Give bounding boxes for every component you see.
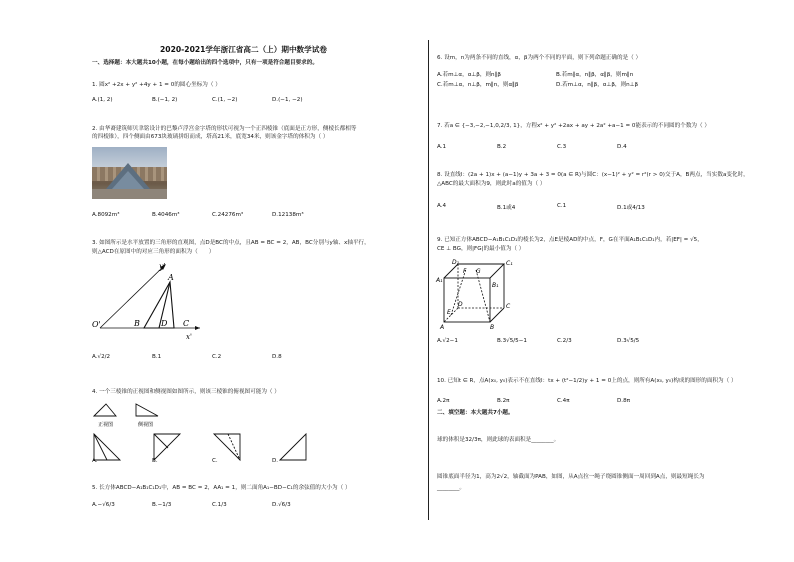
label-d: D bbox=[458, 301, 463, 308]
label-d: D bbox=[161, 319, 168, 328]
question-10-stem: 10. 已知t ∈ R，点A(x₀, y₀)表示不在直线l：tx + (t²−1/2)y + 1 = 0上的点，则所有A(x₀, y₀)构成的图形的面积为（ ） bbox=[437, 378, 737, 384]
choice-d-shape bbox=[280, 434, 306, 460]
question-5-stem: 5. 长方体ABCD−A₁B₁C₁D₁中，AB = BC = 2，AA₁ = 1，则二面角A₁−BD−C₁的余弦值的大小为（ ） bbox=[92, 485, 351, 491]
choice-a-shape bbox=[94, 434, 120, 460]
question-2-option-a: A.8092m³ bbox=[92, 212, 120, 218]
question-5-option-d: D.√6/3 bbox=[272, 502, 291, 508]
front-view-triangle bbox=[94, 404, 116, 416]
question-9-stem: 9. 已知正方体ABCD−A₁B₁C₁D₁的棱长为2，点E是棱AD的中点，F，G在平面A₁B₁C₁D₁内，若|EF| = √5， bbox=[437, 237, 703, 243]
question-1-option-b: B.(−1, 2) bbox=[152, 97, 178, 103]
question-9-option-d: D.3√5/5 bbox=[617, 338, 640, 344]
question-10-option-d: D.8π bbox=[617, 398, 631, 404]
question-7-option-a: A.1 bbox=[437, 144, 447, 150]
cube-front-face bbox=[444, 278, 490, 322]
question-6-option-c: C.若m⊥α，n⊥β，m∥n，则α∥β bbox=[437, 82, 519, 88]
column-divider bbox=[428, 40, 429, 520]
question-1-option-a: A.(1, 2) bbox=[92, 97, 113, 103]
question-4-option-a: A. bbox=[92, 458, 98, 464]
question-8-option-c: C.1 bbox=[557, 203, 567, 209]
triangle-abc bbox=[144, 282, 174, 328]
question-6-option-b: B.若m∥α，n∥β，α∥β，则m∥n bbox=[556, 72, 634, 78]
question-9-option-a: A.√2−1 bbox=[437, 338, 458, 344]
y-axis-line bbox=[100, 266, 164, 328]
label-c1: C₁ bbox=[506, 260, 513, 267]
question-2-stem: 2. 由华裔建筑师贝聿铭设计的巴黎卢浮宫金字塔的形状可视为一个正四棱锥（底面是正方形，侧棱长都相等 bbox=[92, 126, 357, 132]
question-7-option-d: D.4 bbox=[617, 144, 627, 150]
question-1-option-d: D.(−1, −2) bbox=[272, 97, 303, 103]
question-7-option-c: C.3 bbox=[557, 144, 567, 150]
label-d1: D₁ bbox=[452, 259, 460, 266]
question-6-option-a: A.若m⊥α，α⊥β，则n∥β bbox=[437, 72, 501, 78]
side-view-label: 侧视图 bbox=[138, 422, 154, 428]
question-12-stem: 圆锥底面半径为1，高为2√2，轴截面为PAB，如图，从A点拉一绳子绕圆锥侧面一周回到A点，则最短绳长为 bbox=[437, 474, 705, 480]
question-10-option-b: B.2π bbox=[497, 398, 510, 404]
question-3-stem-line2: 则△ACD在原图中的对应三角形的面积为（ ） bbox=[92, 249, 215, 255]
question-3-option-a: A.√2/2 bbox=[92, 354, 111, 360]
question-4-option-c: C. bbox=[212, 458, 218, 464]
question-6-option-d: D.若m⊥α，n∥β，α⊥β，则n⊥β bbox=[556, 82, 639, 88]
question-10-option-c: C.4π bbox=[557, 398, 570, 404]
question-2-option-d: D.12138m³ bbox=[272, 212, 304, 218]
question-8-option-b: B.1或4 bbox=[497, 205, 516, 211]
question-5-option-b: B.−1/3 bbox=[152, 502, 172, 508]
exam-title: 2020-2021学年浙江省高二（上）期中数学试卷 bbox=[160, 45, 327, 54]
question-8-option-a: A.4 bbox=[437, 203, 447, 209]
question-3-option-c: C.2 bbox=[212, 354, 222, 360]
label-b1: B₁ bbox=[492, 282, 499, 289]
label-a1: A₁ bbox=[436, 277, 443, 284]
question-2-option-b: B.4046m³ bbox=[152, 212, 180, 218]
figure-oblique-triangle bbox=[92, 260, 202, 340]
label-a: A bbox=[168, 273, 174, 282]
question-5-option-a: A.−√6/3 bbox=[92, 502, 115, 508]
question-9-option-c: C.2/3 bbox=[557, 338, 572, 344]
side-view-triangle bbox=[136, 404, 158, 416]
label-a: A bbox=[440, 324, 445, 331]
question-2-option-c: C.24276m³ bbox=[212, 212, 244, 218]
question-4-stem: 4. 一个三棱锥的正视图和侧视图如图所示，则该三棱锥的俯视图可能为（ ） bbox=[92, 389, 280, 395]
question-4-option-b: B. bbox=[152, 458, 158, 464]
figure-cube bbox=[436, 256, 516, 331]
question-9-stem-line2: CE ⊥ BG，则|FG|的最小值为（ ） bbox=[437, 246, 525, 252]
label-f: F bbox=[463, 268, 467, 275]
label-b: B bbox=[134, 319, 140, 328]
question-2-stem-line2: 的四棱锥），四个侧面由673块玻璃拼组而成，塔高21米，底宽34米，则该金字塔的体积为（ ） bbox=[92, 134, 329, 140]
label-g: G bbox=[476, 268, 481, 275]
louvre-pyramid-photo bbox=[92, 147, 167, 199]
question-11-stem: 球的体积是32/3π，则此球的表面积是________。 bbox=[437, 437, 560, 443]
question-3-option-b: B.1 bbox=[152, 354, 162, 360]
question-9-option-b: B.3√5/5−1 bbox=[497, 338, 527, 344]
question-10-option-a: A.2π bbox=[437, 398, 450, 404]
front-view-label: 正视图 bbox=[98, 422, 114, 428]
question-6-stem: 6. 设m，n为两条不同的直线，α，β为两个不同的平面，则下列命题正确的是（ ） bbox=[437, 55, 642, 61]
question-7-stem: 7. 若a ∈ {−3,−2,−1,0,2/3, 1}，方程x² + y² +2ax + ay + 2a² +a−1 = 0能表示的不同圆的个数为（ ） bbox=[437, 123, 710, 129]
figure-front-side-views bbox=[92, 400, 172, 430]
label-o-prime: O' bbox=[92, 320, 101, 329]
question-1-stem: 1. 圆x² +2x + y² +4y + 1 = 0的圆心坐标为（ ） bbox=[92, 82, 221, 88]
question-1-option-c: C.(1, −2) bbox=[212, 97, 238, 103]
choice-c-shape bbox=[214, 434, 240, 460]
question-3-stem: 3. 如图所示是水平放置的三角形的直观图，点D是BC的中点，且AB = BC = 2，AB，BC分别与y轴、x轴平行， bbox=[92, 240, 370, 246]
question-7-option-b: B.2 bbox=[497, 144, 507, 150]
question-3-option-d: D.8 bbox=[272, 354, 282, 360]
label-c: C bbox=[183, 319, 190, 328]
section-1-heading: 一、选择题：本大题共10小题，在每小题给出的四个选项中，只有一项是符合题目要求的。 bbox=[92, 60, 318, 66]
label-x-prime: x' bbox=[186, 333, 192, 341]
label-b: B bbox=[490, 324, 495, 331]
label-c: C bbox=[506, 303, 511, 310]
question-12-stem-line2: ________。 bbox=[437, 485, 465, 491]
question-4-option-d: D. bbox=[272, 458, 279, 464]
question-8-stem: 8. 设直线l：(2a + 1)x + (a−1)y + 3a + 3 = 0(a ∈ R)与圆C：(x−1)² + y² = r²(r > 0)交于A，B两点，当实数a变化时， bbox=[437, 172, 749, 178]
section-2-heading: 二、填空题：本大题共7小题。 bbox=[437, 410, 514, 416]
label-e: E bbox=[447, 309, 451, 316]
question-8-option-d: D.1或4/13 bbox=[617, 205, 645, 211]
question-8-stem-line2: △ABC的最大面积为9，则此时a的值为（ ） bbox=[437, 181, 546, 187]
label-y-prime: y' bbox=[159, 262, 166, 271]
question-5-option-c: C.1/3 bbox=[212, 502, 227, 508]
